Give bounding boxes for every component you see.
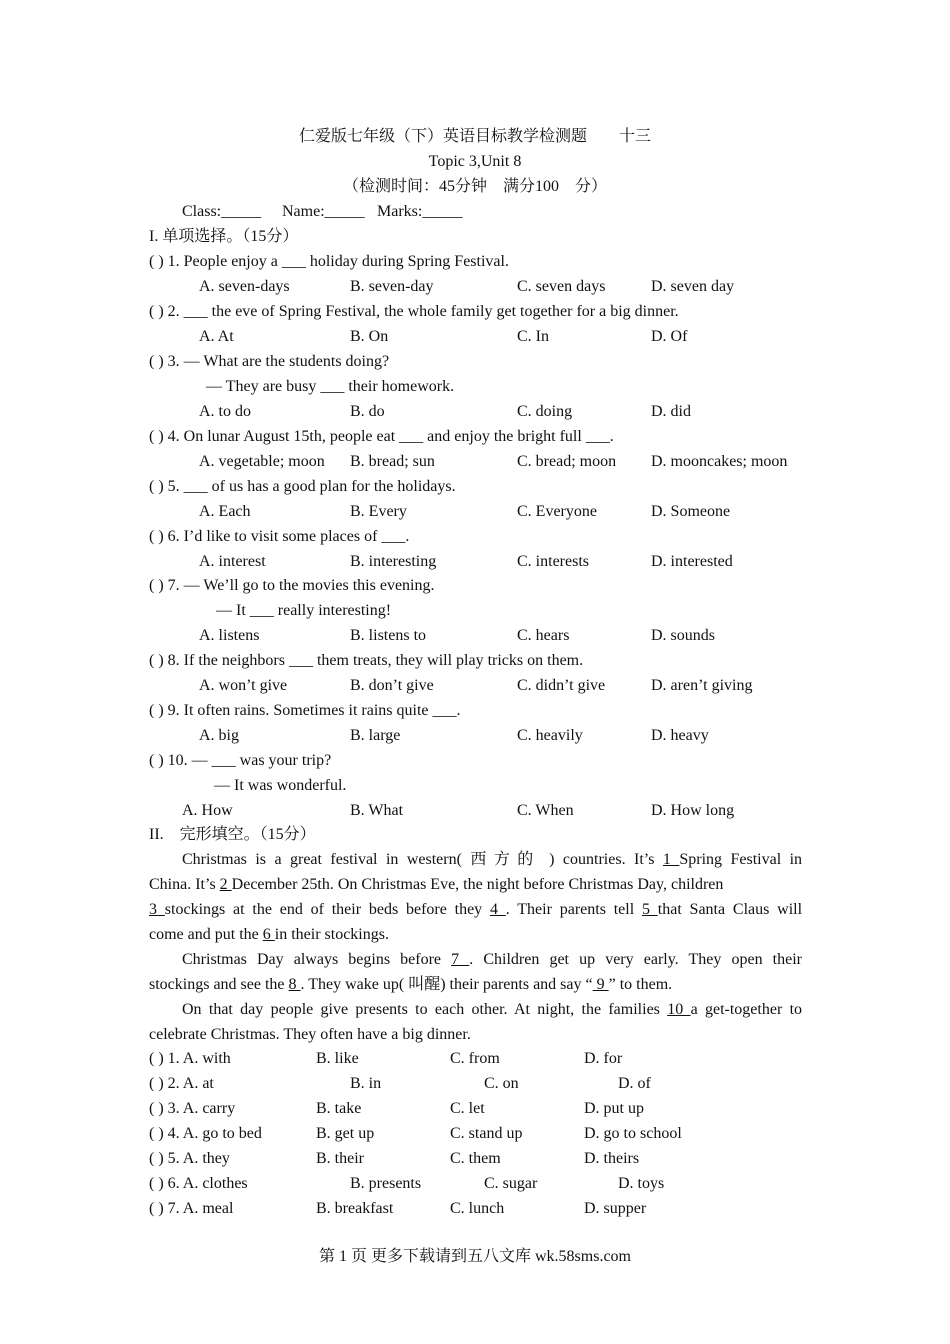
cloze-choice-a: ( ) 1. A. with [149,1050,231,1067]
section1-heading: I. 单项选择。（15分） [149,228,299,245]
option-c: C. In [517,328,549,345]
option-b: B. On [350,328,389,345]
option-c: C. bread; moon [517,453,617,470]
passage-line: On that day people give presents to each other. At night, the families 10 a get-together to [182,1001,803,1018]
blank-1: 1 [662,851,680,868]
cloze-choice-c: C. from [450,1050,500,1067]
option-c: C. When [517,802,574,819]
cloze-choice-a: ( ) 3. A. carry [149,1100,236,1117]
option-d: D. Someone [651,503,731,520]
name-field: Name:_____ [282,203,365,220]
question-stem: ( ) 4. On lunar August 15th, people eat ___ and enjoy the bright full ___. [149,428,614,445]
marks-field: Marks:_____ [377,203,463,220]
cloze-choice-d: D. put up [584,1100,644,1117]
cloze-choice-a: ( ) 5. A. they [149,1150,230,1167]
question-stem: ( ) 7. — We’ll go to the movies this evening. [149,577,435,594]
option-a: A. interest [199,553,266,570]
option-b: B. bread; sun [350,453,435,470]
question-stem: ( ) 10. — ___ was your trip? [149,752,332,769]
time-line: （检测时间：45分钟 满分100 分） [342,178,607,195]
blank-4: 4 [489,901,506,918]
cloze-choice-d: D. supper [584,1200,647,1217]
option-d: D. did [651,403,691,420]
option-b: B. What [350,802,404,819]
cloze-choice-d: D. of [618,1075,651,1092]
passage-line: celebrate Christmas. They often have a big dinner. [149,1026,471,1043]
option-c: C. doing [517,403,573,420]
option-d: D. heavy [651,727,709,744]
cloze-choice-c: C. on [484,1075,519,1092]
topic-line: Topic 3,Unit 8 [428,153,522,170]
option-a: A. seven-days [199,278,290,295]
passage-line: Christmas is a great festival in western( 西方的 ) countries. It’s 1 Spring Festival in [182,851,803,868]
option-b: B. seven-day [350,278,434,295]
blank-6: 6 [262,926,275,943]
option-b: B. large [350,727,401,744]
cloze-choice-c: C. stand up [450,1125,523,1142]
blank-10: 10 [667,1001,691,1018]
cloze-choice-c: C. sugar [484,1175,538,1192]
option-a: A. to do [199,403,251,420]
cloze-choice-b: B. get up [316,1125,375,1142]
passage-line: Christmas Day always begins before 7 . Children get up very early. They open their [182,951,803,968]
cloze-choice-b: B. take [316,1100,362,1117]
option-b: B. do [350,403,385,420]
cloze-choice-d: D. go to school [584,1125,682,1142]
passage-line: come and put the 6 in their stockings. [149,926,389,943]
option-d: D. Of [651,328,688,345]
page-title: 仁爱版七年级（下）英语目标教学检测题 十三 [298,128,651,145]
option-a: A. vegetable; moon [199,453,325,470]
cloze-choice-b: B. like [316,1050,359,1067]
question-stem-reply: — It ___ really interesting! [216,602,392,619]
cloze-choice-a: ( ) 2. A. at [149,1075,214,1092]
option-d: D. How long [651,802,735,819]
option-c: C. Everyone [517,503,597,520]
blank-3: 3 [149,901,165,918]
option-b: B. interesting [350,553,437,570]
blank-9: 9 [592,976,609,993]
option-c: C. hears [517,627,570,644]
passage-line: 3 stockings at the end of their beds before they 4 . Their parents tell 5 that Santa Claus will [149,901,803,918]
passage-line: stockings and see the 8 . They wake up( 叫醒) their parents and say “ 9 ” to them. [149,976,673,993]
option-a: A. How [182,802,233,819]
option-d: D. mooncakes; moon [651,453,788,470]
option-c: C. interests [517,553,589,570]
option-a: A. big [199,727,239,744]
cloze-choice-d: D. toys [618,1175,665,1192]
option-a: A. At [199,328,234,345]
cloze-choice-b: B. presents [350,1175,422,1192]
cloze-choice-a: ( ) 6. A. clothes [149,1175,248,1192]
blank-8: 8 [288,976,301,993]
option-d: D. seven day [651,278,735,295]
cloze-choice-d: D. for [584,1050,623,1067]
question-stem: ( ) 2. ___ the eve of Spring Festival, the whole family get together for a big dinner. [149,303,679,320]
blank-2: 2 [219,876,232,893]
passage-line: China. It’s 2 December 25th. On Christmas Eve, the night before Christmas Day, children [149,876,724,893]
option-b: B. don’t give [350,677,434,694]
blank-7: 7 [451,951,470,968]
option-c: C. seven days [517,278,606,295]
cloze-choice-c: C. them [450,1150,501,1167]
question-stem: ( ) 3. — What are the students doing? [149,353,390,370]
option-a: A. Each [199,503,251,520]
question-stem: ( ) 5. ___ of us has a good plan for the holidays. [149,478,456,495]
question-stem-reply: — They are busy ___ their homework. [206,378,455,395]
page-footer: 第 1 页 更多下载请到五八文库 wk.58sms.com [318,1248,631,1265]
cloze-choice-d: D. theirs [584,1150,640,1167]
option-a: A. won’t give [199,677,288,694]
question-stem-reply: — It was wonderful. [214,777,347,794]
option-a: A. listens [199,627,260,644]
option-b: B. Every [350,503,407,520]
question-stem: ( ) 1. People enjoy a ___ holiday during Spring Festival. [149,253,509,270]
section2-heading: II. 完形填空。（15分） [149,826,316,843]
cloze-choice-b: B. their [316,1150,364,1167]
question-stem: ( ) 9. It often rains. Sometimes it rains quite ___. [149,702,461,719]
cloze-choice-b: B. breakfast [316,1200,394,1217]
option-d: D. interested [651,553,733,570]
option-c: C. heavily [517,727,583,744]
cloze-choice-a: ( ) 7. A. meal [149,1200,234,1217]
class-field: Class:_____ [182,203,262,220]
option-d: D. sounds [651,627,716,644]
question-stem: ( ) 8. If the neighbors ___ them treats, they will play tricks on them. [149,652,584,669]
blank-5: 5 [641,901,658,918]
cloze-choice-a: ( ) 4. A. go to bed [149,1125,262,1142]
cloze-choice-c: C. lunch [450,1200,505,1217]
option-c: C. didn’t give [517,677,606,694]
cloze-choice-c: C. let [450,1100,485,1117]
option-d: D. aren’t giving [651,677,753,694]
option-b: B. listens to [350,627,427,644]
cloze-choice-b: B. in [350,1075,382,1092]
question-stem: ( ) 6. I’d like to visit some places of ___. [149,528,410,545]
